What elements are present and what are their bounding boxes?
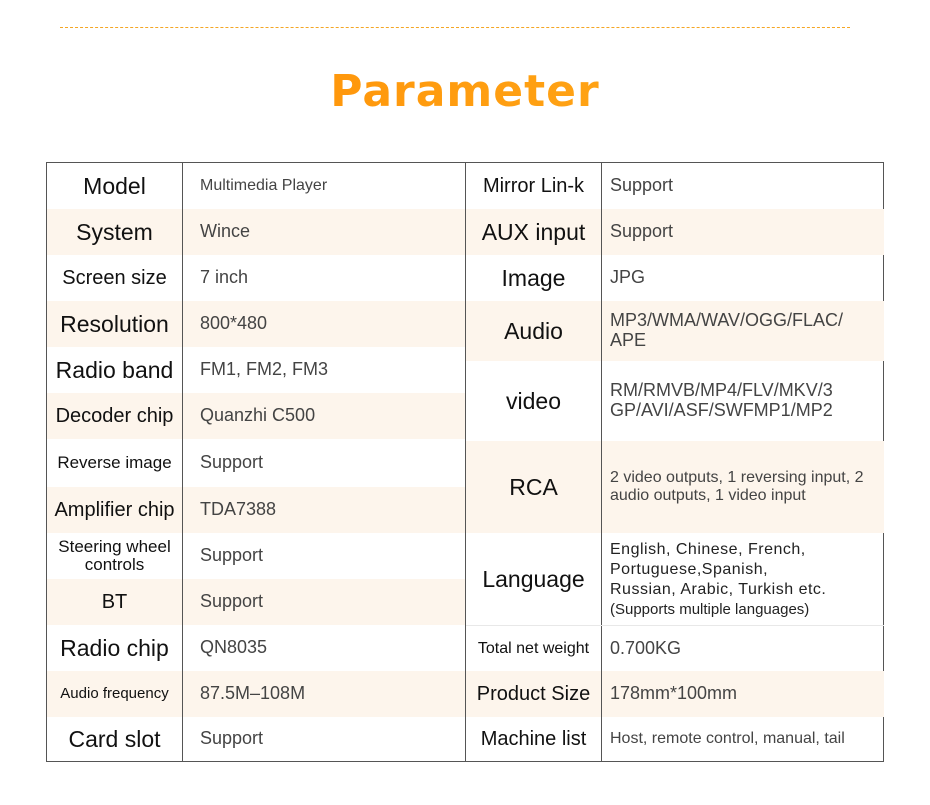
row-value: 7 inch <box>200 267 249 288</box>
row-value: Support <box>200 545 264 566</box>
table-row <box>466 255 884 301</box>
row-value: QN8035 <box>200 637 268 658</box>
table-row <box>47 717 465 761</box>
row-key: BT <box>47 579 183 625</box>
row-key: Card slot <box>47 717 183 761</box>
table-row <box>47 533 465 579</box>
row-value: FM1, FM2, FM3 <box>200 359 329 380</box>
row-value: Wince <box>183 209 465 255</box>
row-value: 87.5M–108M <box>183 671 465 717</box>
page-title: Parameter <box>0 66 930 117</box>
table-row <box>47 487 465 533</box>
row-key: Radio band <box>47 347 183 393</box>
row-key: Steering wheel controls <box>47 533 183 579</box>
language-list <box>610 540 826 619</box>
row-value: Multimedia Player <box>200 177 328 195</box>
row-key: RCA <box>466 441 602 533</box>
language-line: Portuguese,Spanish, <box>610 560 769 578</box>
row-key: Total net weight <box>466 626 602 672</box>
table-row <box>466 301 884 361</box>
row-value: Support <box>183 579 465 625</box>
row-key: Resolution <box>47 301 183 347</box>
row-value: 0.700KG <box>610 638 682 659</box>
table-row <box>47 579 465 625</box>
row-value: Support <box>200 728 264 749</box>
table-row <box>47 671 465 717</box>
language-note: (Supports multiple languages) <box>610 600 810 618</box>
row-key: AUX input <box>466 209 602 255</box>
table-row <box>47 301 465 347</box>
row-key: Radio chip <box>47 625 183 671</box>
row-key: Model <box>47 163 183 209</box>
row-key: Image <box>466 255 602 301</box>
row-key: Language <box>466 533 602 625</box>
language-line: Russian, Arabic, Turkish etc. <box>610 580 827 598</box>
table-row <box>47 439 465 487</box>
table-row <box>47 393 465 439</box>
row-value: TDA7388 <box>183 487 465 533</box>
row-key: Product Size <box>466 671 602 717</box>
table-row <box>466 671 884 717</box>
row-key: Audio frequency <box>47 671 183 717</box>
row-value: Host, remote control, manual, tail <box>610 730 845 748</box>
row-value: JPG <box>610 267 646 288</box>
table-row <box>466 717 884 761</box>
table-row <box>466 533 884 625</box>
row-value: Quanzhi C500 <box>183 393 465 439</box>
row-value: 2 video outputs, 1 reversing input, 2 audio outputs, 1 video input <box>602 441 884 533</box>
table-row <box>466 441 884 533</box>
row-value: Support <box>610 175 674 196</box>
top-dashed-divider <box>60 27 850 28</box>
table-row <box>47 347 465 393</box>
row-value: Support <box>602 209 884 255</box>
row-key: System <box>47 209 183 255</box>
row-key: Decoder chip <box>47 393 183 439</box>
table-row <box>466 361 884 441</box>
table-row <box>47 255 465 301</box>
table-row <box>466 625 884 672</box>
parameter-table-right-column <box>465 163 884 761</box>
parameter-table-left-column <box>47 163 465 761</box>
row-key: Mirror Lin-k <box>466 163 602 209</box>
row-value: Support <box>200 452 264 473</box>
table-row <box>47 209 465 255</box>
row-key: video <box>466 361 602 441</box>
row-value <box>602 533 884 625</box>
row-key: Machine list <box>466 717 602 761</box>
language-line: English, Chinese, French, <box>610 540 806 558</box>
row-key: Audio <box>466 301 602 361</box>
row-value: 178mm*100mm <box>602 671 884 717</box>
table-row <box>466 163 884 209</box>
row-value: 800*480 <box>183 301 465 347</box>
table-row <box>47 625 465 671</box>
row-key: Screen size <box>47 255 183 301</box>
row-value: RM/RMVB/MP4/FLV/MKV/3 GP/AVI/ASF/SWFMP1/MP2 <box>610 380 833 420</box>
row-key: Reverse image <box>47 439 183 487</box>
table-row <box>47 163 465 209</box>
row-key: Amplifier chip <box>47 487 183 533</box>
parameter-table <box>46 162 884 762</box>
table-row <box>466 209 884 255</box>
row-value: MP3/WMA/WAV/OGG/FLAC/ APE <box>602 301 884 361</box>
